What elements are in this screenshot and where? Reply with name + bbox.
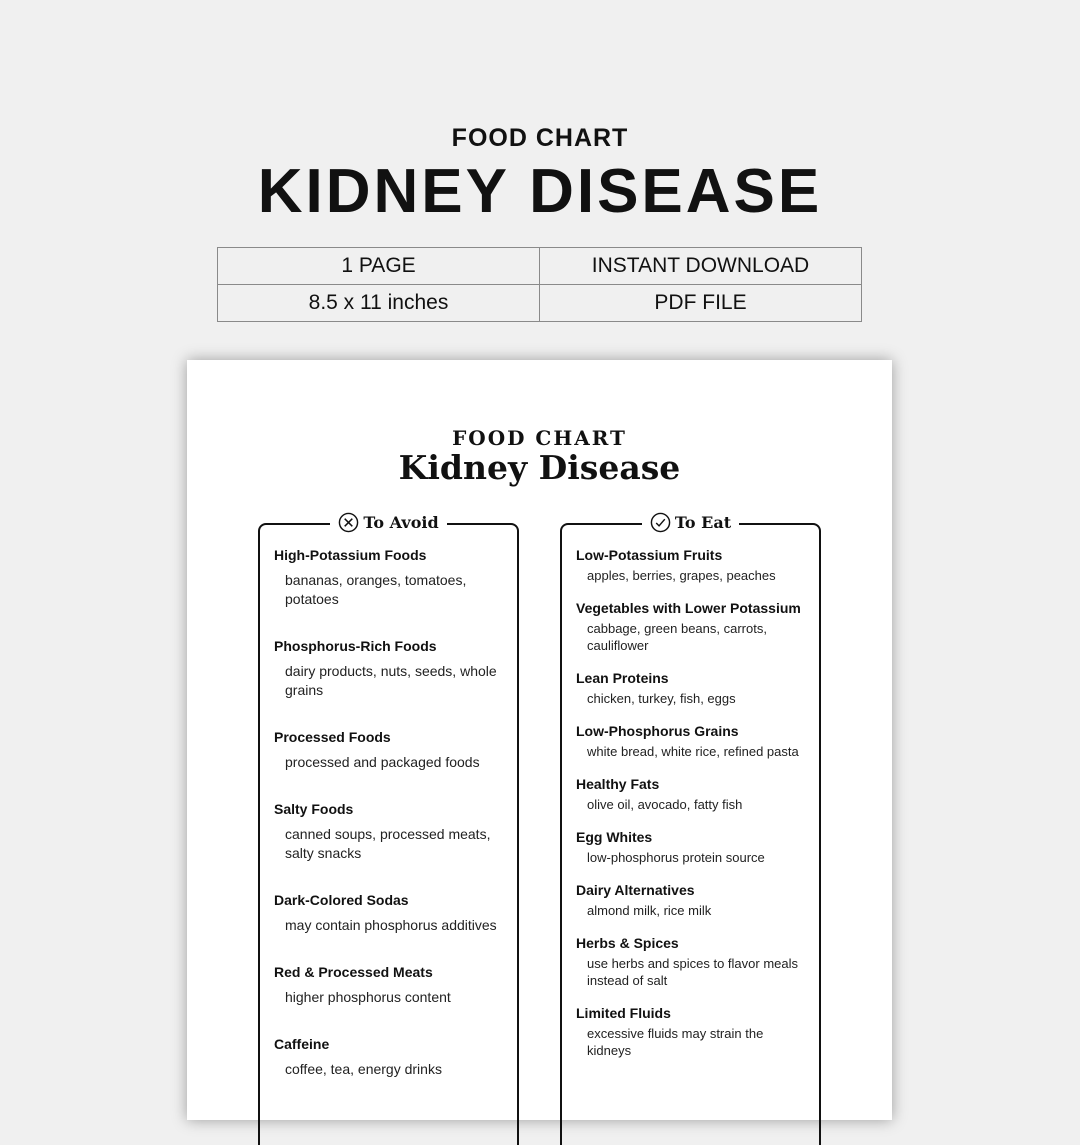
list-item	[576, 776, 808, 813]
item-description: higher phosphorus content	[285, 989, 451, 1005]
eat-header	[562, 512, 819, 534]
check-circle-icon	[650, 512, 671, 533]
eat-panel	[560, 513, 821, 1145]
item-title: Dairy Alternatives	[576, 882, 695, 898]
list-item	[576, 600, 808, 654]
eat-list	[576, 547, 808, 1075]
item-title: Lean Proteins	[576, 670, 669, 686]
item-title: Dark-Colored Sodas	[274, 892, 409, 908]
avoid-heading: To Avoid	[363, 513, 439, 532]
item-title: Caffeine	[274, 1036, 330, 1052]
header-subtitle: FOOD CHART	[451, 124, 629, 152]
list-item	[576, 670, 808, 707]
list-item	[576, 1005, 808, 1059]
list-item	[274, 547, 506, 609]
list-item	[274, 1036, 506, 1079]
document-preview	[187, 360, 892, 1120]
item-description: dairy products, nuts, seeds, whole grains	[285, 663, 497, 698]
item-description: use herbs and spices to flavor meals instead of salt	[587, 956, 798, 988]
list-item	[576, 882, 808, 919]
item-description: white bread, white rice, refined pasta	[587, 744, 799, 759]
spec-delivery: INSTANT DOWNLOAD	[540, 248, 862, 285]
item-title: Herbs & Spices	[576, 935, 679, 951]
item-title: Vegetables with Lower Potassium	[576, 600, 801, 616]
list-item	[576, 723, 808, 760]
spec-format: PDF FILE	[540, 285, 862, 322]
list-item	[274, 638, 506, 700]
item-description: chicken, turkey, fish, eggs	[587, 691, 736, 706]
list-item	[274, 801, 506, 863]
item-description: low-phosphorus protein source	[587, 850, 765, 865]
spec-table	[217, 247, 862, 322]
item-description: may contain phosphorus additives	[285, 917, 497, 933]
spec-size: 8.5 x 11 inches	[218, 285, 540, 322]
item-title: Low-Phosphorus Grains	[576, 723, 739, 739]
avoid-header	[260, 512, 517, 534]
item-description: cabbage, green beans, carrots, cauliflower	[587, 621, 767, 653]
item-title: Healthy Fats	[576, 776, 660, 792]
list-item	[576, 547, 808, 584]
spec-row	[218, 285, 862, 322]
x-circle-icon	[338, 512, 359, 533]
item-title: Limited Fluids	[576, 1005, 671, 1021]
list-item	[576, 829, 808, 866]
list-item	[274, 729, 506, 772]
sheet-subtitle: FOOD CHART	[452, 426, 627, 450]
item-title: Processed Foods	[274, 729, 391, 745]
item-description: bananas, oranges, tomatoes, potatoes	[285, 572, 467, 607]
list-item	[274, 964, 506, 1007]
item-description: almond milk, rice milk	[587, 903, 712, 918]
avoid-list	[274, 547, 506, 1108]
list-item	[576, 935, 808, 989]
item-title: Salty Foods	[274, 801, 354, 817]
item-description: canned soups, processed meats, salty snacks	[285, 826, 491, 861]
item-description: coffee, tea, energy drinks	[285, 1061, 442, 1077]
sheet-title: Kidney Disease	[398, 448, 681, 487]
item-title: Phosphorus-Rich Foods	[274, 638, 437, 654]
spec-row	[218, 248, 862, 285]
item-title: Low-Potassium Fruits	[576, 547, 723, 563]
item-description: apples, berries, grapes, peaches	[587, 568, 776, 583]
item-title: Red & Processed Meats	[274, 964, 433, 980]
item-title: High-Potassium Foods	[274, 547, 427, 563]
eat-heading: To Eat	[674, 513, 732, 532]
item-title: Egg Whites	[576, 829, 653, 845]
page-title: KIDNEY DISEASE	[257, 157, 823, 226]
item-description: excessive fluids may strain the kidneys	[587, 1026, 764, 1058]
avoid-panel	[258, 513, 519, 1145]
list-item	[274, 892, 506, 935]
item-description: olive oil, avocado, fatty fish	[587, 797, 743, 812]
item-description: processed and packaged foods	[285, 754, 480, 770]
spec-pages: 1 PAGE	[218, 248, 540, 285]
